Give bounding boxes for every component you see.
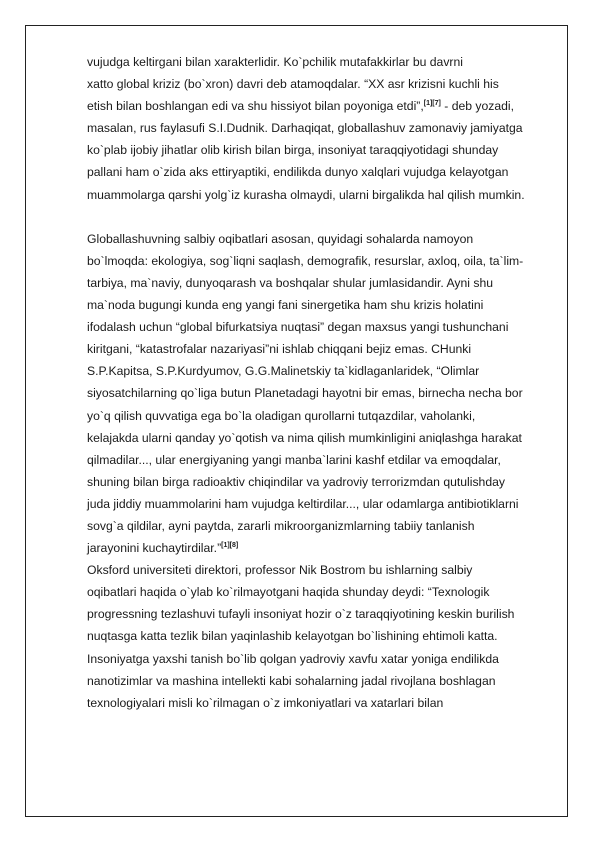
text-line-tail: - deb yozadi,: [440, 99, 515, 114]
text-line: ifodalash uchun “global bifurkatsiya nuqtasi” degan maxsus yangi tushunchani: [87, 320, 509, 335]
text-line: vujudga keltirgani bilan xarakterlidir. Ko`pchilik mutafakkirlar bu davrni: [87, 55, 463, 69]
paragraph: [87, 51, 557, 206]
text-line: Insoniyatga yaxshi tanish bo`lib qolgan yadroviy xavfu xatar yoniga endilikda: [87, 651, 499, 666]
text-line: Oksford universiteti direktori, professor Nik Bostrom bu ishlarning salbiy: [87, 563, 473, 578]
text-line: pallani ham o`zida aks ettiryaptiki, endilikda dunyo xalqlari vujudga kelayotgan: [87, 165, 509, 180]
text-line: [87, 95, 557, 117]
text-line: yo`q qilish quvvatiga ega bo`la oladigan qurollarni tutqazdilar, vaholanki,: [87, 408, 476, 423]
text-line: oqibatlari haqida o`ylab ko`rilmayotgani haqida shunday deydi: “Texnologik: [87, 585, 490, 600]
text-line-main: jarayonini kuchaytirdilar.”: [87, 541, 222, 556]
text-line: qilmadilar..., ular energiyaning yangi manba`larini kashf etdilar va emoqdalar,: [87, 452, 501, 467]
text-line: juda jiddiy muammolarini ham vujudga keltirdilar..., ular odamlarga antibiotiklarni: [87, 496, 519, 511]
paragraph-gap: [87, 206, 557, 228]
text-line: texnologiyalari misli ko`rilmagan o`z imkoniyatlari va xatarlari bilan: [87, 695, 444, 710]
text-line: ma`noda bugungi kunda eng yangi fani sinergetika ham shu krizis holatini: [87, 298, 484, 313]
document-body: [87, 51, 557, 714]
footnote-ref[interactable]: [1][7]: [423, 100, 441, 108]
text-line: [87, 537, 557, 559]
text-line: S.P.Kapitsa, S.P.Kurdyumov, G.G.Malinetskiy ta`kidlaganlaridek, “Olimlar: [87, 364, 480, 379]
text-line: muammolarga qarshi yolg`iz kurasha olmaydi, ularni birgalikda hal qilish mumkin.: [87, 187, 525, 202]
text-line: nanotizimlar va mashina intellekti kabi sohalarning jadal rivojlana boshlagan: [87, 673, 496, 688]
text-line: Globallashuvning salbiy oqibatlari asosan, quyidagi sohalarda namoyon: [87, 231, 474, 246]
footnote-ref[interactable]: [1][8]: [221, 542, 239, 550]
text-line: ko`plab ijobiy jihatlar olib kirish bilan birga, insoniyat taraqqiyotidagi shunday: [87, 143, 499, 158]
text-line: progressning tezlashuvi tufayli insoniyat hozir o`z taraqqiyotining keskin burilish: [87, 607, 515, 622]
text-line: sovg`a qildilar, ayni paytda, zararli mikroorganizmlarning tabiiy tanlanish: [87, 518, 475, 533]
text-line: kelajakda ularni qanday yo`qotish va nima qilish mumkinligini aniqlashga harakat: [87, 430, 522, 445]
text-line: shuning bilan birga radioaktiv chiqindilar va yadroviy terrorizmdan qutulishday: [87, 474, 505, 489]
text-line: nuqtasga katta tezlik bilan yaqinlashib kelayotgan bo`lishining ehtimoli katta.: [87, 629, 498, 644]
text-line: siyosatchilarning qo`liga butun Planetadagi hayotni bir emas, birnecha necha bor: [87, 386, 523, 401]
text-line: masalan, rus faylasufi S.I.Dudnik. Darhaqiqat, globallashuv zamonaviy jamiyatga: [87, 121, 523, 136]
paragraph: [87, 228, 557, 714]
text-line: bo`lmoqda: ekologiya, sog`liqni saqlash, demografik, resurslar, axloq, oila, ta`lim-: [87, 253, 524, 268]
text-line-main: etish bilan boshlangan edi va shu hissiyot bilan poyoniga etdi”,: [87, 99, 424, 114]
text-line: xatto global kriziz (bo`xron) davri deb atamoqdalar. “XX asr krizisni kuchli his: [87, 77, 499, 92]
text-line: tarbiya, ma`naviy, dunyoqarash va boshqalar shular jumlasidandir. Ayni shu: [87, 275, 494, 290]
text-line: kiritgani, “katastrofalar nazariyasi”ni ishlab chiqqani bejiz emas. CHunki: [87, 342, 472, 357]
